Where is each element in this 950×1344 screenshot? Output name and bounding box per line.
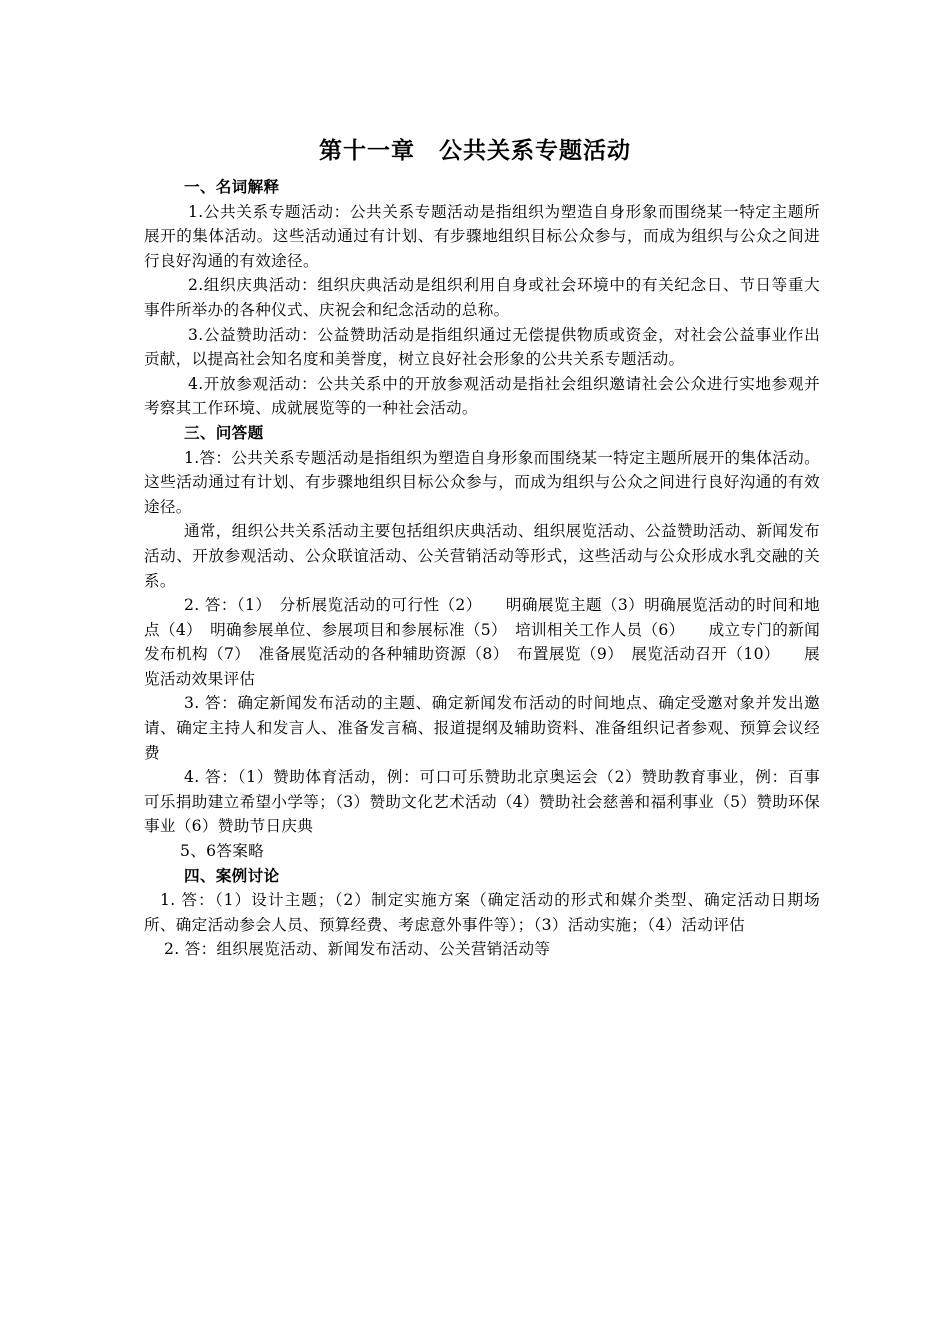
case-answer: 2. 答：组织展览活动、新闻发布活动、公关营销活动等 — [164, 940, 551, 959]
section-heading-cases: 四、案例讨论 — [184, 866, 280, 885]
section-heading-qa: 三、问答题 — [184, 423, 264, 442]
term-definition: 4.开放参观活动：公共关系中的开放参观活动是指社会组织邀请社会公众进行实地参观并考察其工作环境、成就展览等的一种社会活动。 — [144, 374, 820, 418]
term-definition: 2.组织庆典活动：组织庆典活动是组织利用自身或社会环境中的有关纪念日、节日等重大事件所举办的各种仪式、庆祝会和纪念活动的总称。 — [144, 276, 820, 319]
document-body — [144, 175, 820, 962]
qa-answer: 3. 答：确定新闻发布活动的主题、确定新闻发布活动的时间地点、确定受邀对象并发出邀请、确定主持人和发言人、准备发言稿、报道提纲及辅助资料、准备组织记者参观、预算会议经费 — [144, 694, 820, 762]
qa-answer: 通常，组织公共关系活动主要包括组织庆典活动、组织展览活动、公益赞助活动、新闻发布活动、开放参观活动、公众联谊活动、公关营销活动等形式，这些活动与公众形成水乳交融的关系。 — [144, 522, 820, 590]
case-answer: 1. 答：（1）设计主题；（2）制定实施方案（确定活动的形式和媒介类型、确定活动日期场所、确定活动参会人员、预算经费、考虑意外事件等）；（3）活动实施；（4）活动评估 — [144, 891, 820, 934]
section-heading-terms: 一、名词解释 — [184, 178, 280, 196]
chapter-title: 第十一章 公共关系专题活动 — [319, 138, 631, 164]
qa-answer: 1.答：公共关系专题活动是指组织为塑造自身形象而围绕某一特定主题所展开的集体活动。这些活动通过有计划、有步骤地组织目标公众参与，而成为组织与公众之间进行良好沟通的有效途径。 — [144, 448, 820, 516]
qa-answer: 2. 答：（1） 分析展览活动的可行性（2） 明确展览主题（3）明确展览活动的时间和地点（4） 明确参展单位、参展项目和参展标准（5） 培训相关工作人员（6） 成立专门的新闻发布机构（7） 准备展览活动的各种辅助资源（8） 布置展览（9） 展览活动召开（10） 展览活动效果评估 — [144, 596, 820, 688]
qa-answer: 5、6答案略 — [180, 842, 265, 861]
term-definition: 1.公共关系专题活动：公共关系专题活动是指组织为塑造自身形象而围绕某一特定主题所展开的集体活动。这些活动通过有计划、有步骤地组织目标公众参与，而成为组织与公众之间进行良好沟通的有效途径。 — [144, 202, 820, 270]
qa-answer: 4. 答：（1）赞助体育活动，例：可口可乐赞助北京奥运会（2）赞助教育事业，例：百事可乐捐助建立希望小学等；（3）赞助文化艺术活动（4）赞助社会慈善和福利事业（5）赞助环保事业（6）赞助节日庆典 — [144, 768, 820, 836]
term-definition: 3.公益赞助活动：公益赞助活动是指组织通过无偿提供物质或资金，对社会公益事业作出贡献，以提高社会知名度和美誉度，树立良好社会形象的公共关系专题活动。 — [144, 325, 820, 369]
